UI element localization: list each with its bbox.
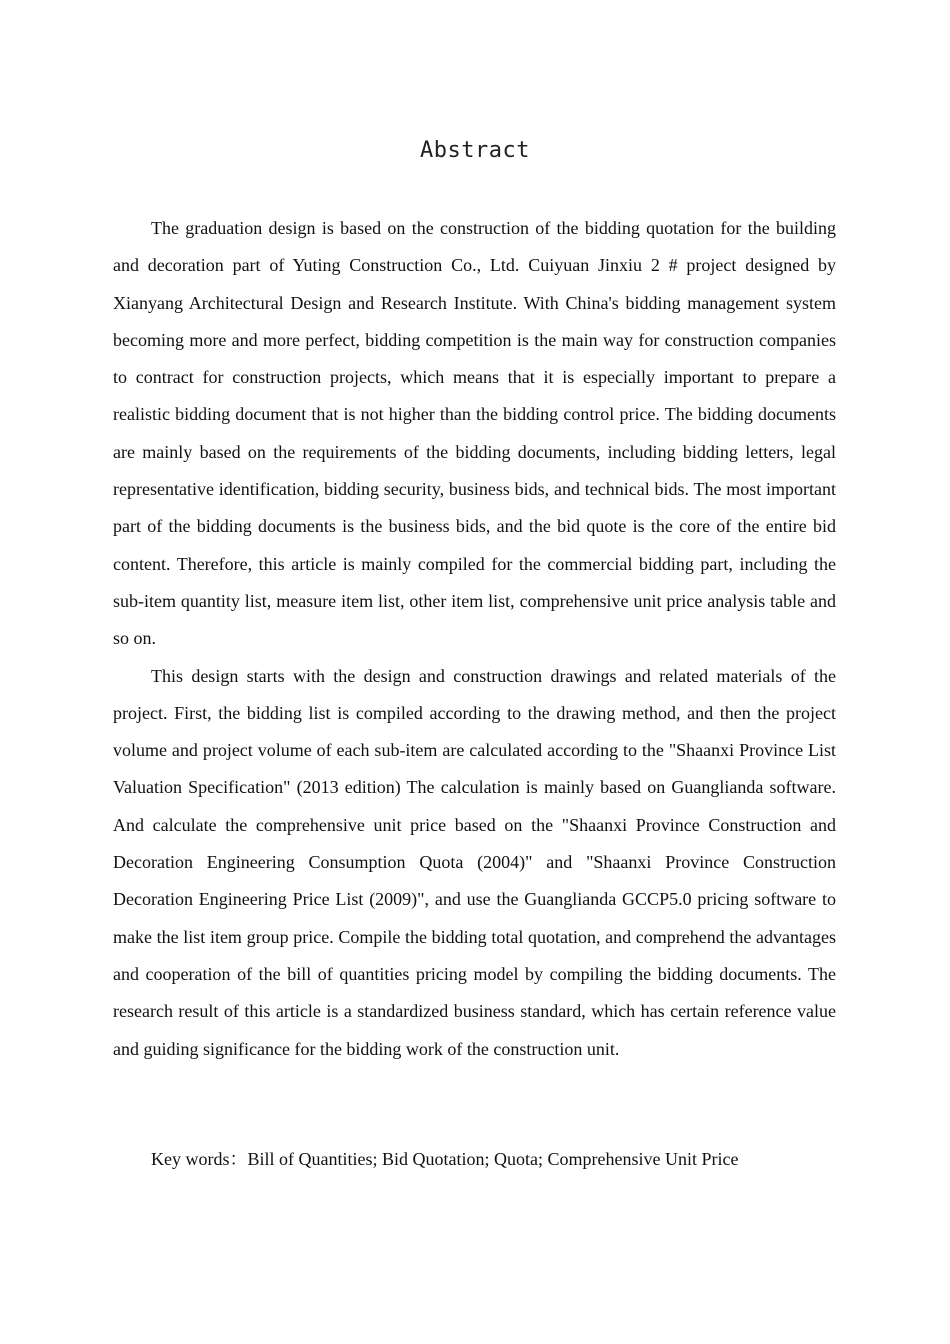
keywords-line [151,1141,738,1178]
abstract-paragraph-2: This design starts with the design and construction drawings and related materials of the project. First, the bidding list is compiled according to the drawing method, and then the project volume and project volume of each sub-item are calculated according to the "Shaanxi Province List Valuation Specification" (2013 edition) The calculation is mainly based on Guanglianda software. And calculate the comprehensive unit price based on the "Shaanxi Province Construction and Decoration Engineering Consumption Quota (2004)" and "Shaanxi Province Construction Decoration Engineering Price List (2009)", and use the Guanglianda GCCP5.0 pricing software to make the list item group price. Compile the bidding total quotation, and comprehend the advantages and cooperation of the bill of quantities pricing model by compiling the bidding documents. The research result of this article is a standardized business standard, which has certain reference value and guiding significance for the bidding work of the construction unit. [113,665,836,1059]
keywords-label: Key words： [151,1149,248,1169]
abstract-body [113,210,836,1068]
page-title: Abstract [420,138,530,163]
keywords-value: Bill of Quantities; Bid Quotation; Quota; Comprehensive Unit Price [247,1149,739,1169]
abstract-paragraph-1: The graduation design is based on the construction of the bidding quotation for the building and decoration part of Yuting Construction Co., Ltd. Cuiyuan Jinxiu 2 # project designed by Xianyang Architectural Design and Research Institute. With China's bidding management system becoming more and more perfect, bidding competition is the main way for construction companies to contract for construction projects, which means that it is especially important to prepare a realistic bidding document that is not higher than the bidding control price. The bidding documents are mainly based on the requirements of the bidding documents, including bidding letters, legal representative identification, bidding security, business bids, and technical bids. The most important part of the bidding documents is the business bids, and the bid quote is the core of the entire bid content. Therefore, this article is mainly compiled for the commercial bidding part, including the sub-item quantity list, measure item list, other item list, comprehensive unit price analysis table and so on. [113,218,836,649]
